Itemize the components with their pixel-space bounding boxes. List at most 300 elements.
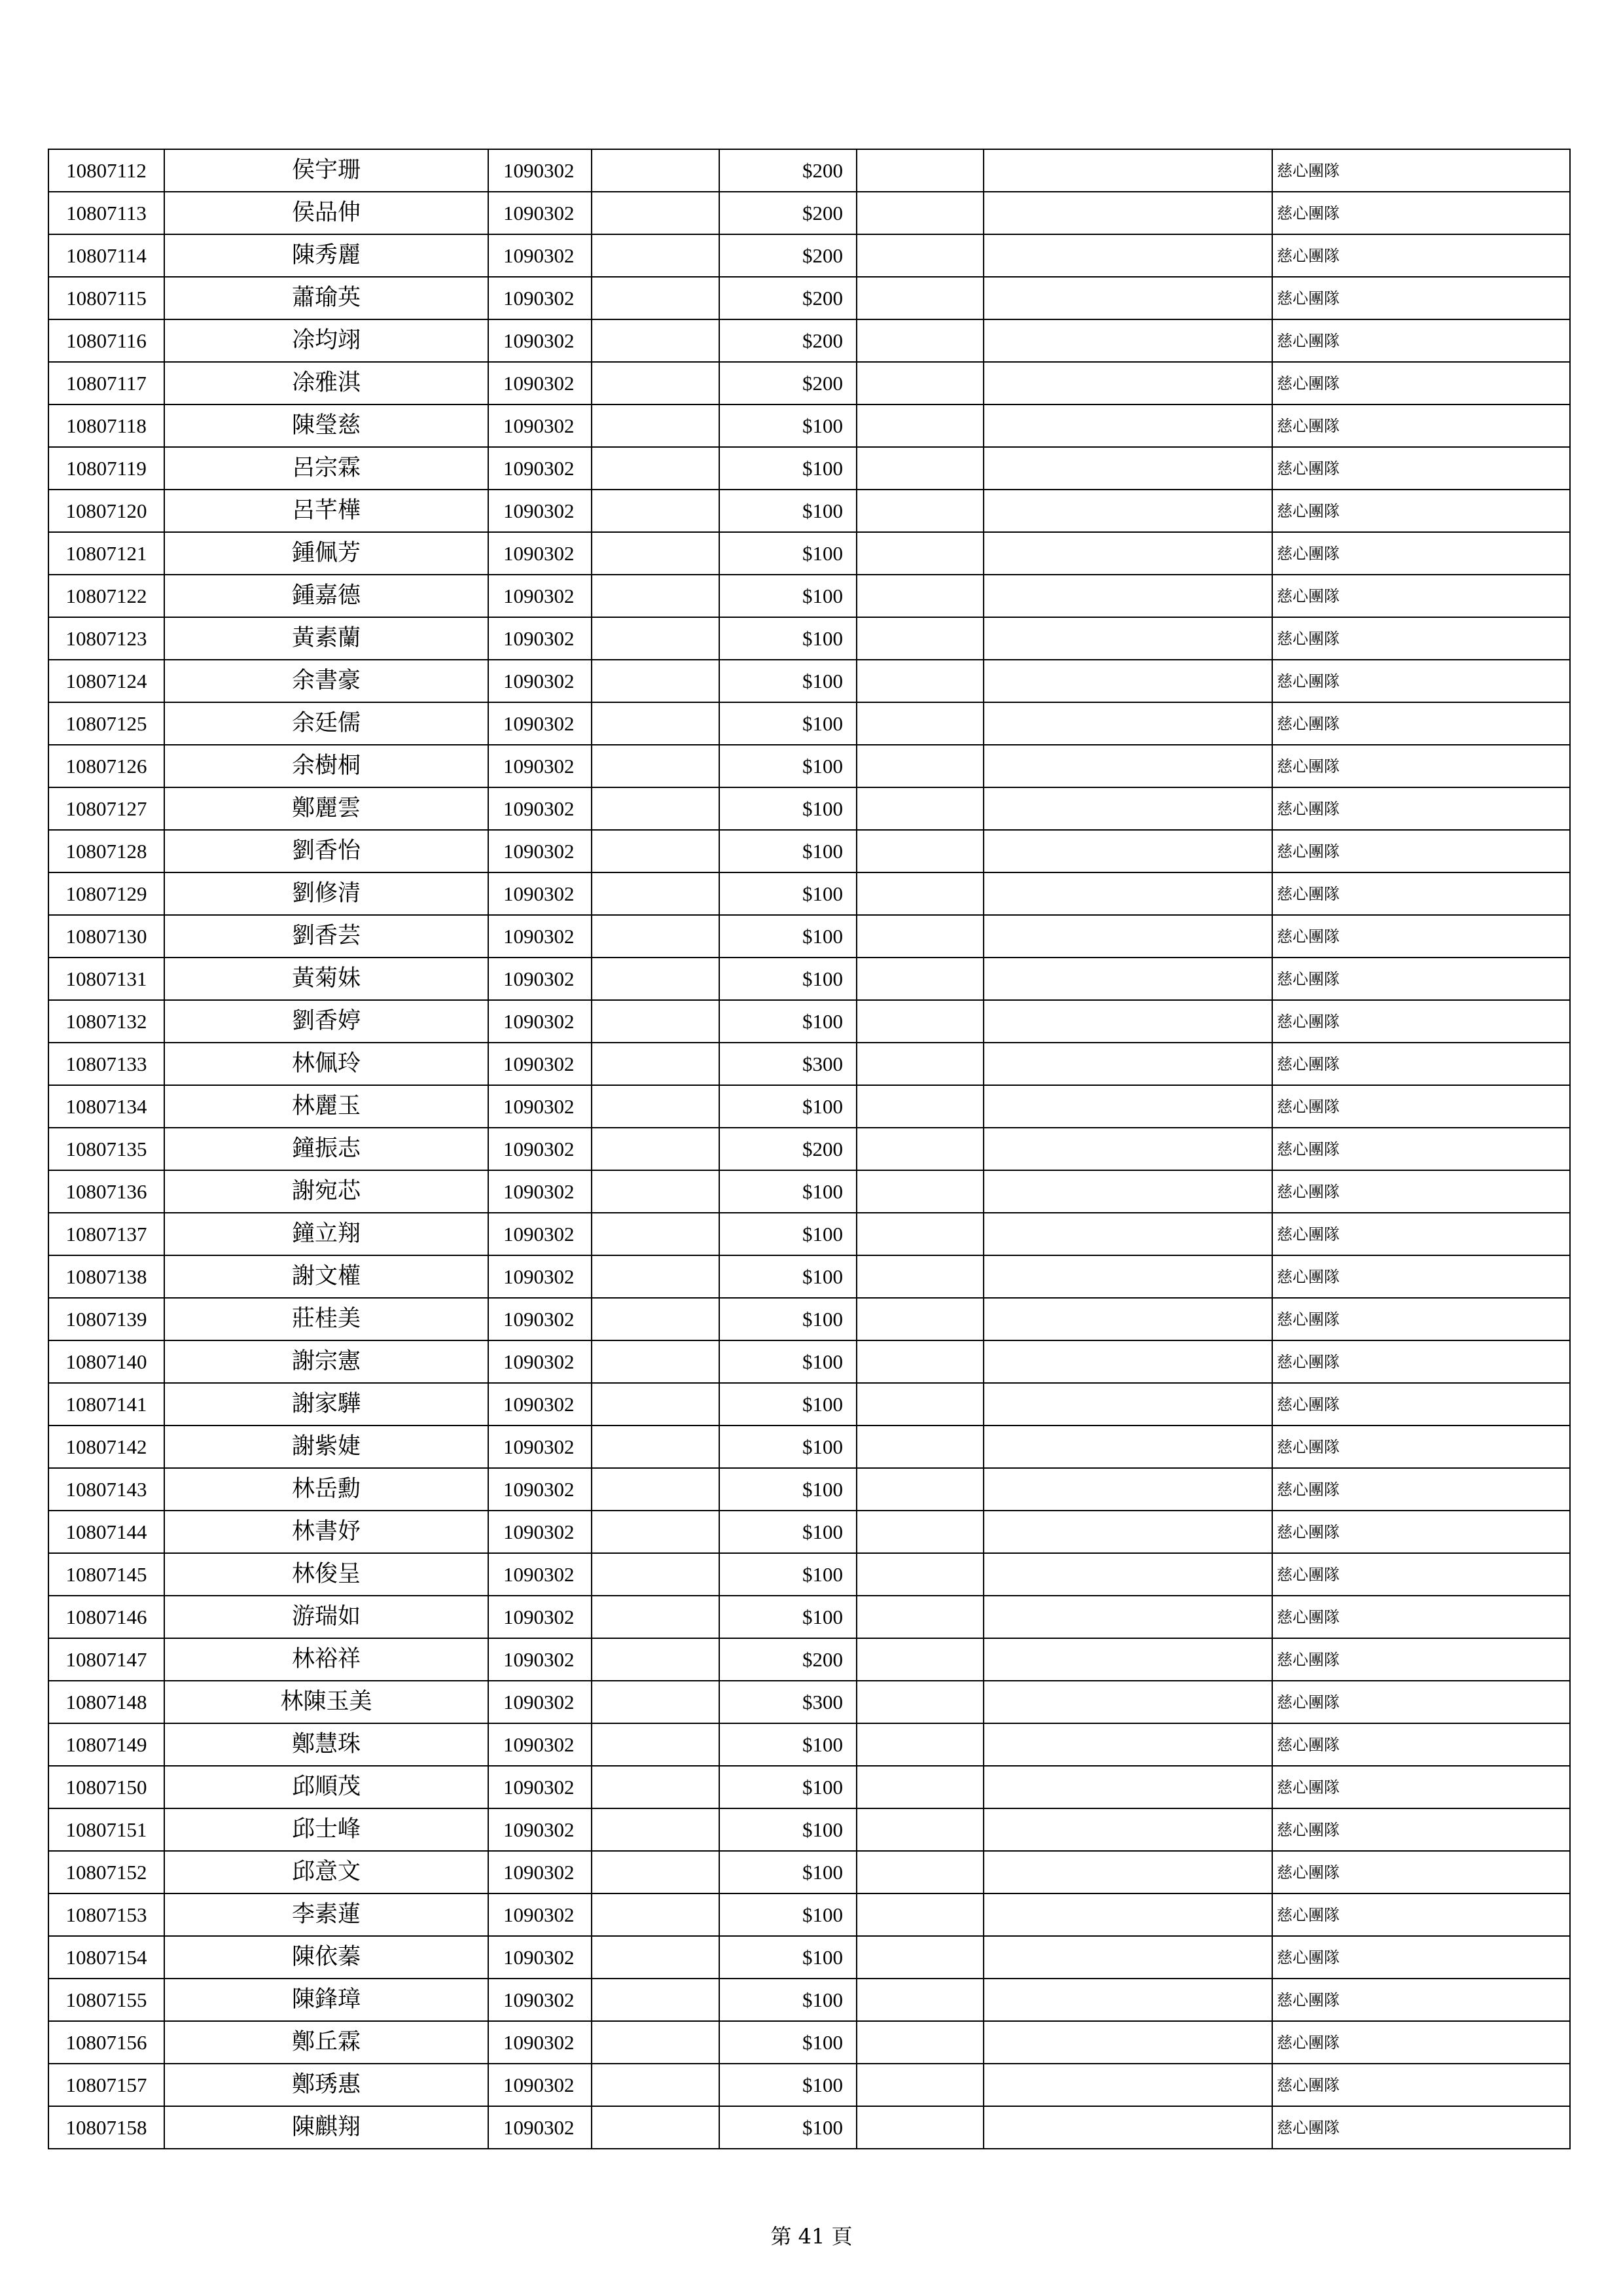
empty-cell — [984, 277, 1272, 319]
donor-name-cell: 呂宗霖 — [164, 447, 488, 490]
table-row — [48, 745, 1570, 787]
table-row — [48, 2064, 1570, 2106]
receipt-number-cell: 10807114 — [48, 234, 164, 277]
empty-cell — [984, 1383, 1272, 1426]
amount-cell: $100 — [719, 1936, 857, 1979]
date-cell: 1090302 — [488, 447, 592, 490]
amount-cell: $100 — [719, 1979, 857, 2021]
receipt-number-cell: 10807145 — [48, 1553, 164, 1596]
receipt-number-cell: 10807121 — [48, 532, 164, 575]
empty-cell — [984, 1213, 1272, 1255]
date-cell: 1090302 — [488, 1893, 592, 1936]
donor-name-cell: 鄭丘霖 — [164, 2021, 488, 2064]
table-row — [48, 1383, 1570, 1426]
donor-name-cell: 林麗玉 — [164, 1085, 488, 1128]
amount-cell: $100 — [719, 2064, 857, 2106]
date-cell: 1090302 — [488, 1383, 592, 1426]
team-cell: 慈心團隊 — [1272, 2021, 1570, 2064]
receipt-number-cell: 10807124 — [48, 660, 164, 702]
team-cell: 慈心團隊 — [1272, 1893, 1570, 1936]
date-cell: 1090302 — [488, 1426, 592, 1468]
date-cell: 1090302 — [488, 660, 592, 702]
table-row — [48, 1170, 1570, 1213]
amount-cell: $300 — [719, 1043, 857, 1085]
date-cell: 1090302 — [488, 1043, 592, 1085]
table-row — [48, 660, 1570, 702]
date-cell: 1090302 — [488, 1128, 592, 1170]
receipt-number-cell: 10807128 — [48, 830, 164, 872]
team-cell: 慈心團隊 — [1272, 1511, 1570, 1553]
amount-cell: $100 — [719, 575, 857, 617]
amount-cell: $100 — [719, 1468, 857, 1511]
table-row — [48, 234, 1570, 277]
empty-cell — [984, 2064, 1272, 2106]
date-cell: 1090302 — [488, 1596, 592, 1638]
donor-name-cell: 林岳勳 — [164, 1468, 488, 1511]
date-cell: 1090302 — [488, 872, 592, 915]
date-cell: 1090302 — [488, 2064, 592, 2106]
empty-cell — [984, 192, 1272, 234]
date-cell: 1090302 — [488, 915, 592, 958]
date-cell: 1090302 — [488, 1511, 592, 1553]
donor-name-cell: 李素蓮 — [164, 1893, 488, 1936]
receipt-number-cell: 10807120 — [48, 490, 164, 532]
empty-cell — [857, 447, 984, 490]
empty-cell — [984, 1128, 1272, 1170]
team-cell: 慈心團隊 — [1272, 1936, 1570, 1979]
receipt-number-cell: 10807138 — [48, 1255, 164, 1298]
amount-cell: $100 — [719, 1808, 857, 1851]
empty-cell — [592, 575, 719, 617]
empty-cell — [857, 404, 984, 447]
date-cell: 1090302 — [488, 192, 592, 234]
team-cell: 慈心團隊 — [1272, 319, 1570, 362]
table-row — [48, 1511, 1570, 1553]
receipt-number-cell: 10807137 — [48, 1213, 164, 1255]
empty-cell — [592, 149, 719, 192]
empty-cell — [857, 1511, 984, 1553]
amount-cell: $100 — [719, 447, 857, 490]
team-cell: 慈心團隊 — [1272, 617, 1570, 660]
amount-cell: $200 — [719, 234, 857, 277]
table-row — [48, 915, 1570, 958]
date-cell: 1090302 — [488, 1298, 592, 1340]
amount-cell: $100 — [719, 1085, 857, 1128]
empty-cell — [857, 1128, 984, 1170]
empty-cell — [857, 1979, 984, 2021]
empty-cell — [984, 872, 1272, 915]
amount-cell: $100 — [719, 617, 857, 660]
empty-cell — [984, 1043, 1272, 1085]
receipt-number-cell: 10807157 — [48, 2064, 164, 2106]
empty-cell — [984, 575, 1272, 617]
table-row — [48, 1723, 1570, 1766]
team-cell: 慈心團隊 — [1272, 490, 1570, 532]
empty-cell — [984, 1596, 1272, 1638]
empty-cell — [984, 149, 1272, 192]
receipt-number-cell: 10807136 — [48, 1170, 164, 1213]
donor-name-cell: 陳麒翔 — [164, 2106, 488, 2149]
team-cell: 慈心團隊 — [1272, 149, 1570, 192]
amount-cell: $100 — [719, 1340, 857, 1383]
donor-name-cell: 余書豪 — [164, 660, 488, 702]
table-row — [48, 830, 1570, 872]
team-cell: 慈心團隊 — [1272, 1808, 1570, 1851]
team-cell: 慈心團隊 — [1272, 575, 1570, 617]
receipt-number-cell: 10807129 — [48, 872, 164, 915]
receipt-number-cell: 10807130 — [48, 915, 164, 958]
empty-cell — [592, 2021, 719, 2064]
donor-name-cell: 凃雅淇 — [164, 362, 488, 404]
team-cell: 慈心團隊 — [1272, 1766, 1570, 1808]
team-cell: 慈心團隊 — [1272, 404, 1570, 447]
team-cell: 慈心團隊 — [1272, 1298, 1570, 1340]
date-cell: 1090302 — [488, 234, 592, 277]
donor-name-cell: 游瑞如 — [164, 1596, 488, 1638]
empty-cell — [984, 1723, 1272, 1766]
date-cell: 1090302 — [488, 1170, 592, 1213]
empty-cell — [592, 1383, 719, 1426]
team-cell: 慈心團隊 — [1272, 2064, 1570, 2106]
donor-name-cell: 莊桂美 — [164, 1298, 488, 1340]
empty-cell — [857, 234, 984, 277]
donor-name-cell: 蕭瑜英 — [164, 277, 488, 319]
team-cell: 慈心團隊 — [1272, 1979, 1570, 2021]
empty-cell — [592, 1213, 719, 1255]
empty-cell — [857, 1638, 984, 1681]
amount-cell: $200 — [719, 362, 857, 404]
table-row — [48, 1638, 1570, 1681]
team-cell: 慈心團隊 — [1272, 958, 1570, 1000]
table-row — [48, 1979, 1570, 2021]
table-row — [48, 404, 1570, 447]
table-row — [48, 192, 1570, 234]
receipt-number-cell: 10807143 — [48, 1468, 164, 1511]
team-cell: 慈心團隊 — [1272, 1255, 1570, 1298]
amount-cell: $200 — [719, 149, 857, 192]
date-cell: 1090302 — [488, 1553, 592, 1596]
team-cell: 慈心團隊 — [1272, 1553, 1570, 1596]
receipt-number-cell: 10807115 — [48, 277, 164, 319]
receipt-number-cell: 10807142 — [48, 1426, 164, 1468]
receipt-number-cell: 10807144 — [48, 1511, 164, 1553]
amount-cell: $100 — [719, 404, 857, 447]
receipt-number-cell: 10807118 — [48, 404, 164, 447]
empty-cell — [592, 1511, 719, 1553]
empty-cell — [857, 915, 984, 958]
empty-cell — [984, 2021, 1272, 2064]
donor-name-cell: 林俊呈 — [164, 1553, 488, 1596]
empty-cell — [592, 1553, 719, 1596]
empty-cell — [592, 192, 719, 234]
empty-cell — [984, 319, 1272, 362]
team-cell: 慈心團隊 — [1272, 1383, 1570, 1426]
team-cell: 慈心團隊 — [1272, 1596, 1570, 1638]
team-cell: 慈心團隊 — [1272, 192, 1570, 234]
empty-cell — [984, 1893, 1272, 1936]
empty-cell — [857, 319, 984, 362]
amount-cell: $100 — [719, 958, 857, 1000]
date-cell: 1090302 — [488, 277, 592, 319]
donation-table — [48, 149, 1571, 2149]
empty-cell — [592, 1468, 719, 1511]
empty-cell — [984, 1085, 1272, 1128]
receipt-number-cell: 10807153 — [48, 1893, 164, 1936]
date-cell: 1090302 — [488, 1723, 592, 1766]
donor-name-cell: 余廷儒 — [164, 702, 488, 745]
receipt-number-cell: 10807131 — [48, 958, 164, 1000]
empty-cell — [984, 532, 1272, 575]
amount-cell: $200 — [719, 192, 857, 234]
amount-cell: $100 — [719, 2106, 857, 2149]
empty-cell — [857, 1936, 984, 1979]
empty-cell — [857, 575, 984, 617]
empty-cell — [592, 1979, 719, 2021]
team-cell: 慈心團隊 — [1272, 702, 1570, 745]
empty-cell — [984, 745, 1272, 787]
receipt-number-cell: 10807146 — [48, 1596, 164, 1638]
empty-cell — [984, 1170, 1272, 1213]
donor-name-cell: 陳鋒璋 — [164, 1979, 488, 2021]
empty-cell — [592, 1638, 719, 1681]
empty-cell — [592, 1298, 719, 1340]
empty-cell — [857, 277, 984, 319]
receipt-number-cell: 10807112 — [48, 149, 164, 192]
table-row — [48, 2021, 1570, 2064]
date-cell: 1090302 — [488, 745, 592, 787]
donor-name-cell: 侯宇珊 — [164, 149, 488, 192]
team-cell: 慈心團隊 — [1272, 1468, 1570, 1511]
donor-name-cell: 鍾佩芳 — [164, 532, 488, 575]
table-row — [48, 1426, 1570, 1468]
date-cell: 1090302 — [488, 362, 592, 404]
empty-cell — [592, 1851, 719, 1893]
amount-cell: $200 — [719, 319, 857, 362]
receipt-number-cell: 10807158 — [48, 2106, 164, 2149]
empty-cell — [984, 362, 1272, 404]
donor-name-cell: 陳秀麗 — [164, 234, 488, 277]
team-cell: 慈心團隊 — [1272, 1170, 1570, 1213]
date-cell: 1090302 — [488, 617, 592, 660]
receipt-number-cell: 10807155 — [48, 1979, 164, 2021]
amount-cell: $100 — [719, 1170, 857, 1213]
donor-name-cell: 余樹桐 — [164, 745, 488, 787]
table-row — [48, 1681, 1570, 1723]
team-cell: 慈心團隊 — [1272, 660, 1570, 702]
team-cell: 慈心團隊 — [1272, 830, 1570, 872]
table-row — [48, 1255, 1570, 1298]
empty-cell — [984, 1000, 1272, 1043]
table-row — [48, 702, 1570, 745]
table-row — [48, 1893, 1570, 1936]
donor-name-cell: 邱意文 — [164, 1851, 488, 1893]
empty-cell — [857, 660, 984, 702]
donor-name-cell: 謝宛芯 — [164, 1170, 488, 1213]
empty-cell — [857, 1426, 984, 1468]
team-cell: 慈心團隊 — [1272, 1723, 1570, 1766]
team-cell: 慈心團隊 — [1272, 1213, 1570, 1255]
donor-name-cell: 侯品伸 — [164, 192, 488, 234]
table-row — [48, 1298, 1570, 1340]
receipt-number-cell: 10807133 — [48, 1043, 164, 1085]
table-row — [48, 319, 1570, 362]
empty-cell — [984, 1340, 1272, 1383]
empty-cell — [984, 958, 1272, 1000]
donor-name-cell: 凃均翊 — [164, 319, 488, 362]
empty-cell — [857, 1553, 984, 1596]
empty-cell — [857, 1085, 984, 1128]
donor-name-cell: 謝家驊 — [164, 1383, 488, 1426]
date-cell: 1090302 — [488, 532, 592, 575]
table-row — [48, 362, 1570, 404]
empty-cell — [857, 1255, 984, 1298]
donor-name-cell: 陳瑩慈 — [164, 404, 488, 447]
empty-cell — [984, 1255, 1272, 1298]
table-row — [48, 958, 1570, 1000]
receipt-number-cell: 10807150 — [48, 1766, 164, 1808]
receipt-number-cell: 10807156 — [48, 2021, 164, 2064]
table-row — [48, 1213, 1570, 1255]
donor-name-cell: 鄭琇惠 — [164, 2064, 488, 2106]
empty-cell — [857, 745, 984, 787]
team-cell: 慈心團隊 — [1272, 787, 1570, 830]
receipt-number-cell: 10807123 — [48, 617, 164, 660]
table-body — [48, 149, 1570, 2149]
donor-name-cell: 劉香婷 — [164, 1000, 488, 1043]
receipt-number-cell: 10807117 — [48, 362, 164, 404]
date-cell: 1090302 — [488, 1638, 592, 1681]
amount-cell: $100 — [719, 1766, 857, 1808]
table-row — [48, 787, 1570, 830]
empty-cell — [984, 702, 1272, 745]
empty-cell — [984, 1766, 1272, 1808]
empty-cell — [984, 830, 1272, 872]
amount-cell: $300 — [719, 1681, 857, 1723]
empty-cell — [857, 1000, 984, 1043]
date-cell: 1090302 — [488, 2106, 592, 2149]
amount-cell: $100 — [719, 1553, 857, 1596]
table-row — [48, 1000, 1570, 1043]
amount-cell: $100 — [719, 1723, 857, 1766]
table-row — [48, 872, 1570, 915]
empty-cell — [592, 660, 719, 702]
empty-cell — [857, 1170, 984, 1213]
donor-name-cell: 林佩玲 — [164, 1043, 488, 1085]
table-row — [48, 1851, 1570, 1893]
donor-name-cell: 邱士峰 — [164, 1808, 488, 1851]
receipt-number-cell: 10807119 — [48, 447, 164, 490]
empty-cell — [984, 617, 1272, 660]
donor-name-cell: 呂芊樺 — [164, 490, 488, 532]
table-row — [48, 2106, 1570, 2149]
empty-cell — [592, 1043, 719, 1085]
amount-cell: $100 — [719, 1851, 857, 1893]
donor-name-cell: 謝文權 — [164, 1255, 488, 1298]
receipt-number-cell: 10807148 — [48, 1681, 164, 1723]
date-cell: 1090302 — [488, 830, 592, 872]
empty-cell — [592, 2106, 719, 2149]
empty-cell — [857, 1298, 984, 1340]
empty-cell — [592, 532, 719, 575]
empty-cell — [592, 1128, 719, 1170]
empty-cell — [857, 1851, 984, 1893]
empty-cell — [984, 234, 1272, 277]
empty-cell — [984, 1851, 1272, 1893]
donor-name-cell: 劉香芸 — [164, 915, 488, 958]
team-cell: 慈心團隊 — [1272, 532, 1570, 575]
donor-name-cell: 鐘立翔 — [164, 1213, 488, 1255]
table-row — [48, 1468, 1570, 1511]
receipt-number-cell: 10807147 — [48, 1638, 164, 1681]
donor-name-cell: 謝宗憲 — [164, 1340, 488, 1383]
empty-cell — [984, 1638, 1272, 1681]
empty-cell — [592, 1893, 719, 1936]
empty-cell — [592, 1723, 719, 1766]
donor-name-cell: 鄭慧珠 — [164, 1723, 488, 1766]
table-row — [48, 1553, 1570, 1596]
table-row — [48, 1808, 1570, 1851]
empty-cell — [984, 1979, 1272, 2021]
table-row — [48, 617, 1570, 660]
empty-cell — [592, 1766, 719, 1808]
receipt-number-cell: 10807151 — [48, 1808, 164, 1851]
table-row — [48, 1340, 1570, 1383]
empty-cell — [857, 1808, 984, 1851]
table-row — [48, 1936, 1570, 1979]
empty-cell — [592, 702, 719, 745]
receipt-number-cell: 10807127 — [48, 787, 164, 830]
donor-name-cell: 林書妤 — [164, 1511, 488, 1553]
empty-cell — [592, 1426, 719, 1468]
empty-cell — [984, 404, 1272, 447]
amount-cell: $100 — [719, 915, 857, 958]
empty-cell — [857, 2021, 984, 2064]
team-cell: 慈心團隊 — [1272, 1340, 1570, 1383]
empty-cell — [592, 1936, 719, 1979]
donor-name-cell: 黃素蘭 — [164, 617, 488, 660]
date-cell: 1090302 — [488, 1979, 592, 2021]
table-row — [48, 447, 1570, 490]
date-cell: 1090302 — [488, 319, 592, 362]
table-row — [48, 575, 1570, 617]
table-row — [48, 532, 1570, 575]
amount-cell: $100 — [719, 830, 857, 872]
empty-cell — [857, 830, 984, 872]
table-row — [48, 149, 1570, 192]
empty-cell — [592, 490, 719, 532]
empty-cell — [592, 404, 719, 447]
donor-name-cell: 林陳玉美 — [164, 1681, 488, 1723]
date-cell: 1090302 — [488, 958, 592, 1000]
empty-cell — [592, 1255, 719, 1298]
date-cell: 1090302 — [488, 1213, 592, 1255]
table-row — [48, 1596, 1570, 1638]
empty-cell — [984, 787, 1272, 830]
team-cell: 慈心團隊 — [1272, 1128, 1570, 1170]
empty-cell — [592, 1000, 719, 1043]
donor-name-cell: 鐘振志 — [164, 1128, 488, 1170]
empty-cell — [592, 2064, 719, 2106]
team-cell: 慈心團隊 — [1272, 362, 1570, 404]
receipt-number-cell: 10807154 — [48, 1936, 164, 1979]
empty-cell — [592, 1340, 719, 1383]
receipt-number-cell: 10807134 — [48, 1085, 164, 1128]
receipt-number-cell: 10807132 — [48, 1000, 164, 1043]
empty-cell — [857, 787, 984, 830]
team-cell: 慈心團隊 — [1272, 2106, 1570, 2149]
empty-cell — [857, 490, 984, 532]
donor-name-cell: 林裕祥 — [164, 1638, 488, 1681]
